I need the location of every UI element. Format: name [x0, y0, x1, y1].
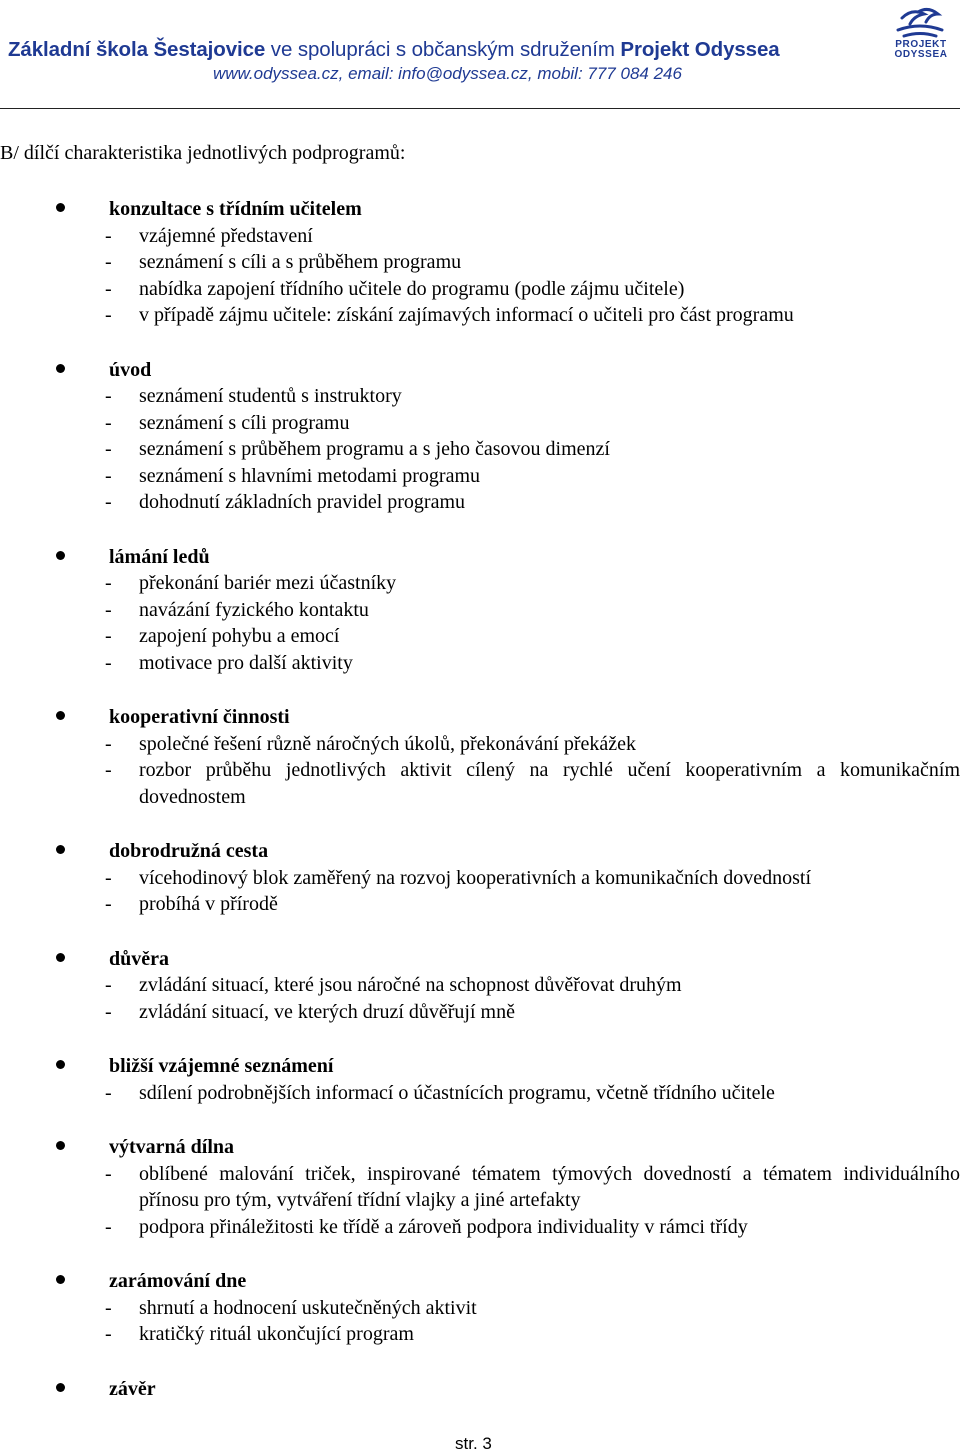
- sub-item-text: v případě zájmu učitele: získání zajímavých informací o učiteli pro část programu: [139, 304, 794, 326]
- sub-item-text: probíhá v přírodě: [139, 893, 278, 915]
- sub-item: [105, 1214, 960, 1241]
- school-name: Základní škola Šestajovice: [8, 38, 266, 61]
- sub-item: [105, 1321, 960, 1348]
- dash-marker: -: [105, 1296, 112, 1319]
- logo-line-1: PROJEKT: [895, 39, 947, 50]
- bullet-icon: [56, 1383, 65, 1392]
- dash-marker: -: [105, 277, 112, 300]
- dash-marker: -: [105, 893, 112, 915]
- list-item: [0, 357, 960, 516]
- dash-marker: -: [105, 974, 112, 996]
- bullet-icon: [56, 1060, 65, 1069]
- header-contact: www.odyssea.cz, email: info@odyssea.cz, mobil: 777 084 246: [213, 64, 682, 83]
- sub-item-text: seznámení s cíli programu: [139, 411, 350, 434]
- sub-item-text: seznámení studentů s instruktory: [139, 385, 402, 407]
- sub-item: [105, 489, 960, 516]
- bullet-icon: [56, 1141, 65, 1150]
- association-name: Projekt Odyssea: [620, 38, 780, 61]
- dash-marker: -: [105, 1081, 112, 1104]
- sub-item: [105, 757, 960, 810]
- dash-marker: -: [105, 1162, 112, 1185]
- page-header: [0, 0, 960, 100]
- dash-marker: -: [105, 625, 112, 647]
- list-item: [0, 1053, 960, 1106]
- sub-item: [105, 276, 960, 303]
- dash-marker: -: [105, 1323, 112, 1345]
- dash-marker: -: [105, 304, 112, 326]
- sub-item: [105, 731, 960, 758]
- dash-marker: -: [105, 251, 112, 273]
- dash-marker: -: [105, 464, 112, 487]
- sub-item-text: zvládání situací, ve kterých druzí důvěřují mně: [139, 1000, 515, 1023]
- list-item: [0, 1134, 960, 1240]
- header-title: [8, 38, 888, 62]
- dash-marker: -: [105, 732, 112, 755]
- item-title: závěr: [109, 1377, 156, 1400]
- item-title: dobrodružná cesta: [109, 840, 269, 862]
- sub-item-text: vzájemné představení: [139, 224, 313, 247]
- sub-item-text: společné řešení různě náročných úkolů, překonávání překážek: [139, 732, 637, 755]
- sub-item: [105, 383, 960, 410]
- sub-item: [105, 972, 960, 999]
- logo-text: [888, 40, 954, 60]
- dash-marker: -: [105, 385, 112, 407]
- header-divider: [0, 108, 960, 109]
- dash-marker: -: [105, 491, 112, 513]
- sub-item: [105, 1295, 960, 1322]
- page-number: str. 3: [455, 1434, 492, 1453]
- dash-marker: -: [105, 651, 112, 674]
- bullet-icon: [56, 364, 65, 373]
- list-item: [0, 544, 960, 677]
- list-item: [0, 946, 960, 1026]
- dash-marker: -: [105, 598, 112, 621]
- dash-marker: -: [105, 224, 112, 247]
- sub-item-text: zvládání situací, které jsou náročné na schopnost důvěřovat druhým: [139, 974, 682, 996]
- item-title: kooperativní činnosti: [109, 706, 290, 728]
- sub-item: [105, 302, 960, 329]
- subprogram-list: [0, 196, 960, 1430]
- list-item: [0, 704, 960, 810]
- dash-marker: -: [105, 411, 112, 434]
- bullet-icon: [56, 953, 65, 962]
- item-title: úvod: [109, 358, 152, 381]
- bullet-icon: [56, 551, 65, 560]
- sub-item: [105, 436, 960, 463]
- sub-item: [105, 570, 960, 597]
- title-connector: ve spolupráci s občanským sdružením: [265, 38, 621, 61]
- item-title: lámání ledů: [109, 545, 210, 568]
- list-item: [0, 838, 960, 918]
- item-title: důvěra: [109, 947, 169, 970]
- sub-item-text: kratičký rituál ukončující program: [139, 1323, 414, 1345]
- bullet-icon: [56, 845, 65, 854]
- dash-marker: -: [105, 1215, 112, 1238]
- dash-marker: -: [105, 438, 112, 460]
- sub-item-text: nabídka zapojení třídního učitele do programu (podle zájmu učitele): [139, 277, 685, 300]
- sub-item-text: překonání bariér mezi účastníky: [139, 572, 397, 594]
- sub-item: [105, 650, 960, 677]
- sub-item-text: oblíbené malování triček, inspirované tématem týmových dovedností a tématem individuálního přínosu pro tým, vytváření třídní vlajky a jiné artefakty: [139, 1162, 960, 1211]
- sub-item: [105, 999, 960, 1026]
- sub-item: [105, 463, 960, 490]
- dash-marker: -: [105, 572, 112, 594]
- item-title: bližší vzájemné seznámení: [109, 1055, 334, 1077]
- dash-marker: -: [105, 1000, 112, 1023]
- logo-line-2: ODYSSEA: [894, 49, 948, 60]
- sub-item: [105, 1161, 960, 1214]
- sub-item: [105, 410, 960, 437]
- item-title: zarámování dne: [109, 1270, 247, 1292]
- sub-item: [105, 223, 960, 250]
- list-item: [0, 196, 960, 329]
- sub-item-text: vícehodinový blok zaměřený na rozvoj kooperativních a komunikačních dovedností: [139, 866, 812, 889]
- sub-item: [105, 891, 960, 918]
- item-title: konzultace s třídním učitelem: [109, 198, 362, 220]
- sub-item-text: motivace pro další aktivity: [139, 651, 353, 674]
- list-item: [0, 1268, 960, 1348]
- sub-item: [105, 249, 960, 276]
- sub-item-text: navázání fyzického kontaktu: [139, 598, 369, 621]
- sub-item-text: seznámení s hlavními metodami programu: [139, 464, 481, 487]
- sub-item-text: seznámení s průběhem programu a s jeho časovou dimenzí: [139, 438, 610, 460]
- sub-item: [105, 597, 960, 624]
- sub-item: [105, 1080, 960, 1107]
- sub-item: [105, 623, 960, 650]
- item-title: výtvarná dílna: [109, 1136, 235, 1158]
- dash-marker: -: [105, 759, 112, 781]
- sub-item-text: podpora přináležitosti ke třídě a zároveň podpora individuality v rámci třídy: [139, 1215, 748, 1238]
- sub-item-text: zapojení pohybu a emocí: [139, 625, 340, 647]
- bullet-icon: [56, 711, 65, 720]
- sub-item-text: dohodnutí základních pravidel programu: [139, 491, 466, 513]
- sub-item-text: shrnutí a hodnocení uskutečněných aktivit: [139, 1296, 477, 1319]
- sub-item: [105, 865, 960, 892]
- dash-marker: -: [105, 866, 112, 889]
- sub-item-text: seznámení s cíli a s průběhem programu: [139, 251, 462, 273]
- list-item: [0, 1376, 960, 1403]
- section-heading: B/ dílčí charakteristika jednotlivých podprogramů:: [0, 142, 406, 164]
- sub-item-text: rozbor průběhu jednotlivých aktivit cílený na rychlé učení kooperativním a komunikačním dovednostem: [139, 759, 960, 808]
- bullet-icon: [56, 1275, 65, 1284]
- bullet-icon: [56, 203, 65, 212]
- sub-item-text: sdílení podrobnějších informací o účastnících programu, včetně třídního učitele: [139, 1081, 775, 1104]
